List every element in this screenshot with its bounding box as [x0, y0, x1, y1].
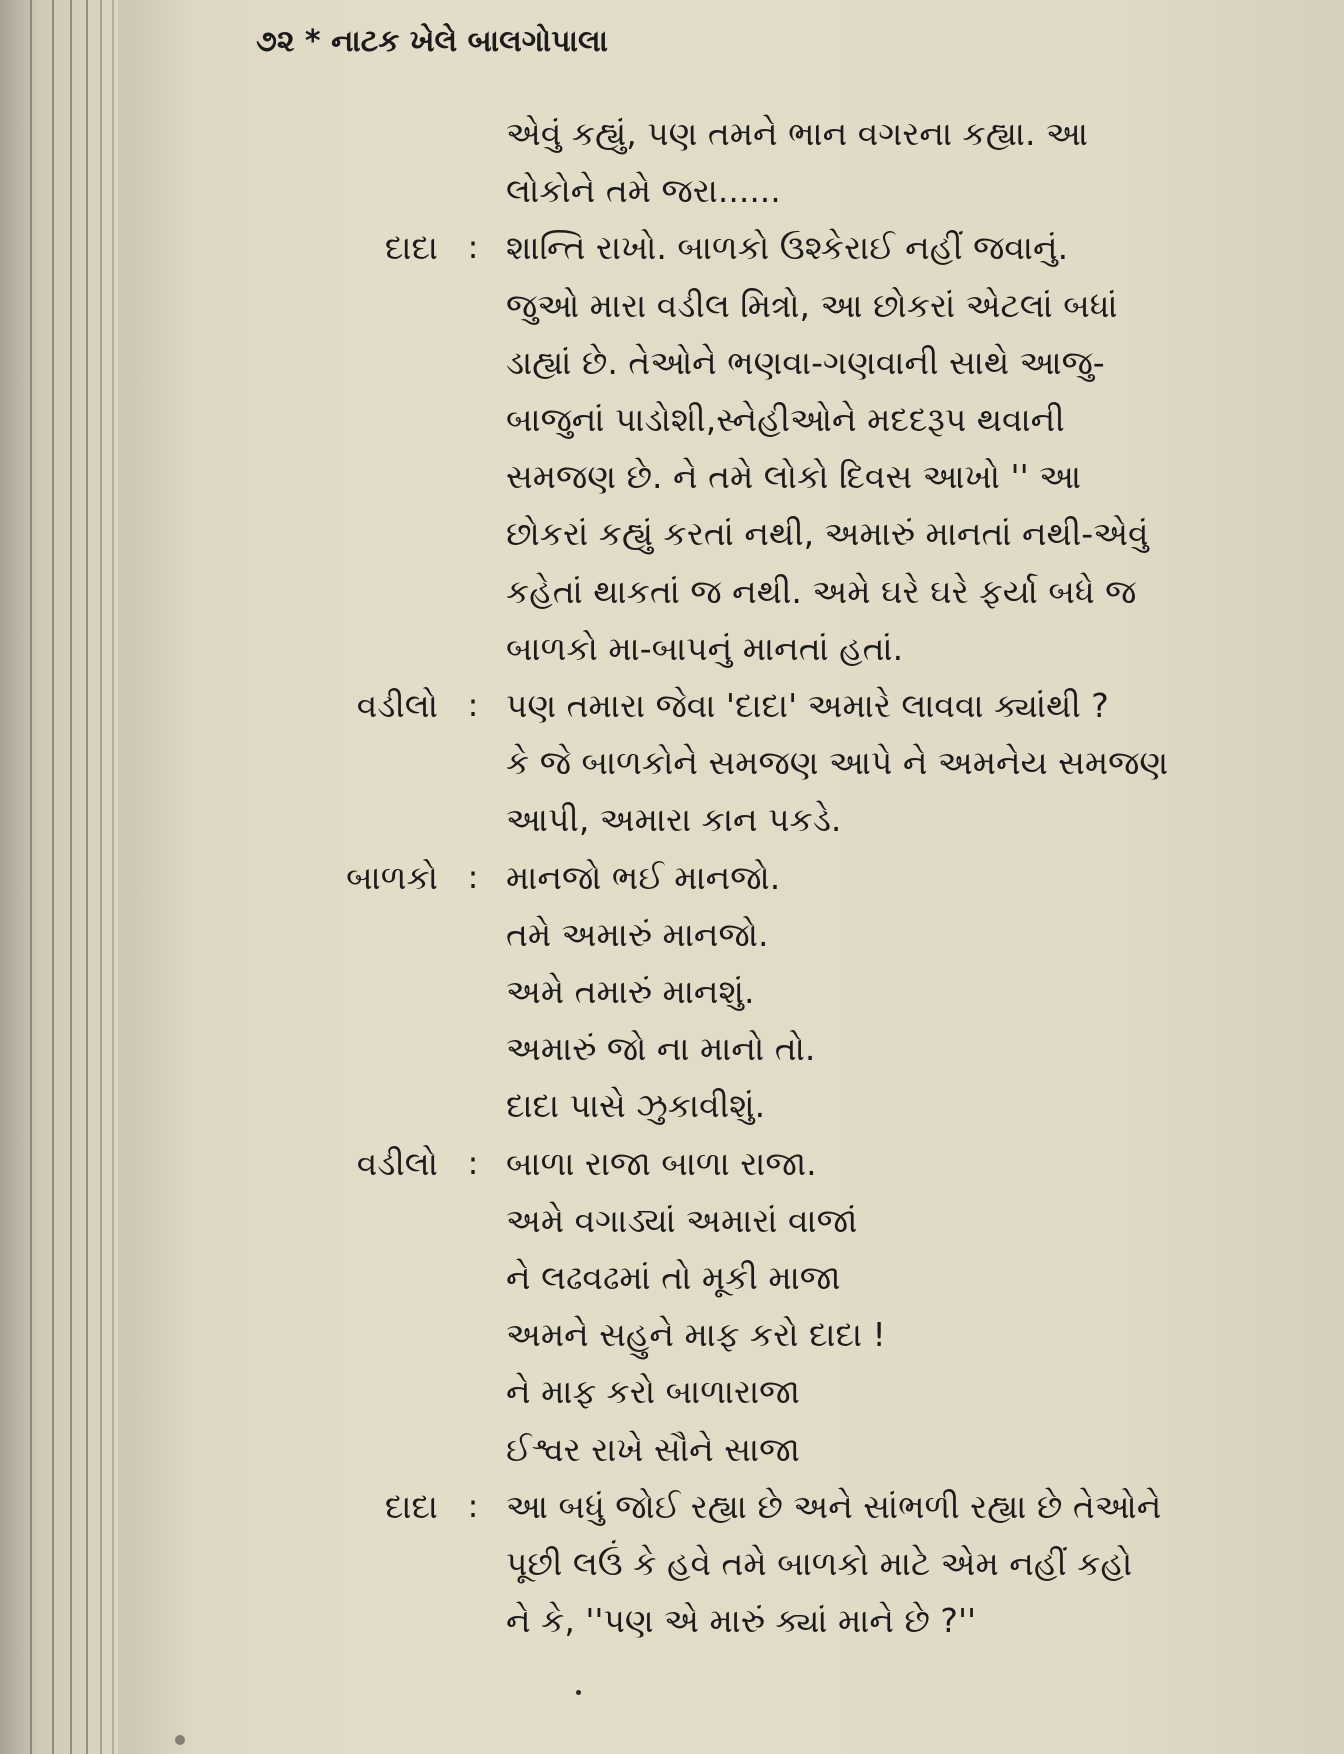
script-line [118, 623, 1344, 681]
script-line [118, 394, 1344, 452]
book-title: નાટક ખેલે બાલગોપાલા [331, 24, 609, 59]
page-mark [576, 1690, 581, 1695]
page-edge [100, 0, 108, 1754]
page-edge [86, 0, 94, 1754]
script-line [118, 451, 1344, 509]
script-line [118, 852, 1344, 910]
dialogue-text: બાળકો મા-બાપનું માનતાં હતાં. [506, 628, 904, 668]
dialogue-text: ને માફ કરો બાળારાજા [506, 1372, 800, 1412]
page-edge [30, 0, 38, 1754]
dialogue-text: લોકોને તમે જરા...... [506, 171, 781, 211]
running-header [256, 24, 608, 59]
speaker-colon: : [467, 686, 479, 724]
dialogue-text: ને લઢવઢમાં તો મૂકી માજા [506, 1258, 841, 1297]
stain-mark [175, 1735, 185, 1745]
script-line [118, 1080, 1344, 1138]
script-line [118, 1595, 1344, 1653]
dialogue-text: ઈશ્વર રાખે સૌને સાજા [506, 1429, 800, 1469]
script-line [118, 1538, 1344, 1596]
page-edge [70, 0, 78, 1754]
dialogue-text: ડાહ્યાં છે. તેઓને ભણવા-ગણવાની સાથે આજુ- [506, 342, 1105, 382]
dialogue-text: દાદા પાસે ઝુકાવીશું. [506, 1086, 766, 1126]
page-number: ૭૨ [256, 24, 295, 59]
script-line [118, 1481, 1344, 1539]
speaker-colon: : [467, 1143, 479, 1182]
dialogue-text: પણ તમારા જેવા 'દાદા' અમારે લાવવા ક્યાંથી ? [506, 686, 1109, 725]
dialogue-text: કે જે બાળકોને સમજણ આપે ને અમનેય સમજણ [506, 743, 1169, 783]
header-separator: * [304, 24, 321, 59]
dialogue-text: આપી, અમારા કાન પકડે. [506, 800, 842, 840]
script-line [118, 1309, 1344, 1367]
script-line [118, 1195, 1344, 1253]
script-line [118, 508, 1344, 566]
dialogue-text: અમને સહુને માફ કરો દાદા ! [506, 1315, 886, 1355]
dialogue-text: ને કે, ''પણ એ મારું ક્યાં માને છે ?'' [506, 1601, 977, 1641]
script-line [118, 165, 1344, 223]
dialogue-text: શાન્તિ રાખો. બાળકો ઉશ્કેરાઈ નહીં જવાનું. [506, 228, 1069, 268]
dialogue-text: માનજો ભઈ માનજો. [506, 857, 781, 897]
book-page [118, 0, 1344, 1754]
script-line [118, 794, 1344, 852]
dialogue-text: સમજણ છે. ને તમે લોકો દિવસ આખો '' આ [506, 457, 1082, 497]
script-line [118, 1424, 1344, 1482]
dialogue-text: જુઓ મારા વડીલ મિત્રો, આ છોકરાં એટલાં બધાં [506, 285, 1118, 325]
script-line [118, 280, 1344, 338]
dialogue-text: બાળા રાજા બાળા રાજા. [506, 1143, 817, 1183]
script-line [118, 966, 1344, 1024]
speaker-colon: : [467, 228, 479, 267]
dialogue-text: અમારું જો ના માનો તો. [506, 1029, 816, 1069]
script-line [118, 737, 1344, 795]
script-line [118, 222, 1344, 280]
speaker-name: વડીલો [356, 686, 438, 725]
speaker-name: વડીલો [356, 1143, 438, 1183]
dialogue-text: કહેતાં થાકતાં જ નથી. અમે ઘરે ઘરે ફર્યા બધે જ [506, 571, 1137, 611]
page-edge [52, 0, 60, 1754]
script-line [118, 680, 1344, 738]
dialogue-text: બાજુનાં પાડોશી,સ્નેહીઓને મદદરૂપ થવાની [506, 400, 1065, 439]
script-line [118, 1023, 1344, 1081]
dialogue-text: તમે અમારું માનજો. [506, 914, 769, 954]
dialogue-text: એવું કહ્યું, પણ તમને ભાન વગરના કહ્યા. આ [506, 114, 1088, 153]
speaker-colon: : [467, 857, 479, 896]
speaker-name: દાદા [384, 228, 438, 268]
script-line [118, 1138, 1344, 1196]
script-line [118, 108, 1344, 166]
dialogue-text: અમે તમારું માનશું. [506, 972, 755, 1011]
speaker-name: બાળકો [346, 857, 438, 897]
script-line [118, 1366, 1344, 1424]
dialogue-text: આ બધું જોઈ રહ્યા છે અને સાંભળી રહ્યા છે તેઓને [506, 1486, 1162, 1526]
script-line [118, 566, 1344, 624]
script-line [118, 909, 1344, 967]
dialogue-text: અમે વગાડ્યાં અમારાં વાજાં [506, 1200, 858, 1240]
speaker-name: દાદા [384, 1486, 438, 1526]
dialogue-text: પૂછી લઉં કે હવે તમે બાળકો માટે એમ નહીં કહો [506, 1544, 1133, 1583]
speaker-colon: : [467, 1486, 479, 1525]
script-line [118, 337, 1344, 395]
dialogue-text: છોકરાં કહ્યું કરતાં નથી, અમારું માનતાં નથી-એવું [506, 514, 1149, 554]
script-line [118, 1252, 1344, 1310]
